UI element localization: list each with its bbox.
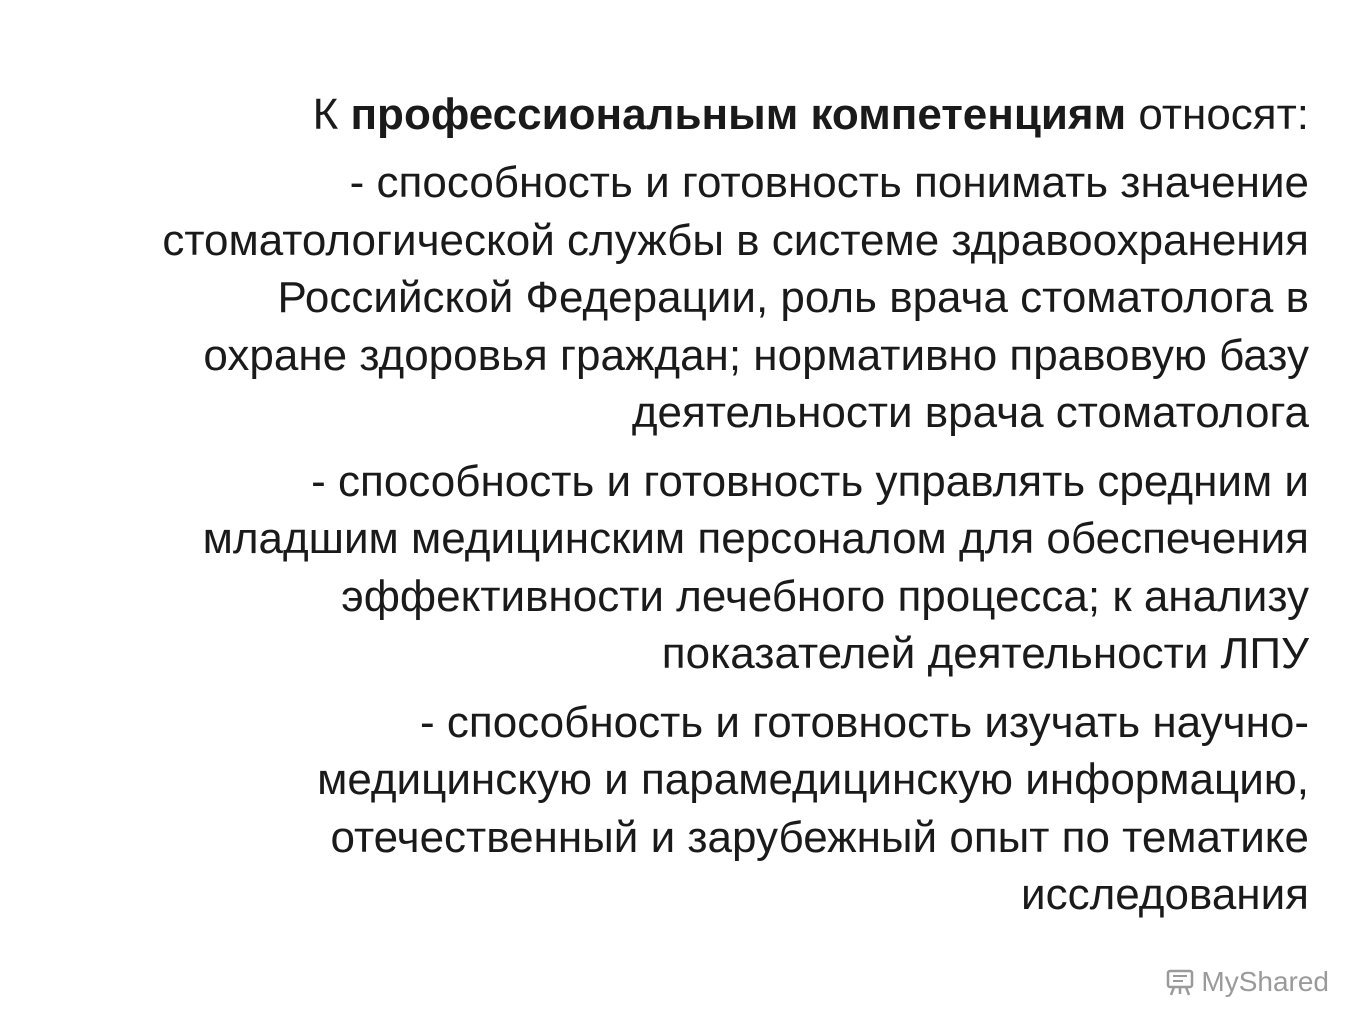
paragraph-line: - способность и готовность понимать значение: [349, 158, 1309, 207]
competence-paragraph-1: [49, 154, 1309, 442]
paragraph-line: деятельности врача стоматолога: [631, 388, 1309, 437]
competence-paragraph-2: [49, 453, 1309, 683]
paragraph-line: - способность и готовность управлять средним и: [311, 456, 1309, 506]
paragraph-line: охране здоровья граждан; нормативно правовую базу: [203, 330, 1309, 380]
watermark-text: MyShared: [1201, 966, 1329, 997]
paragraph-line: стоматологической службы в системе здравоохранения: [162, 215, 1309, 265]
competence-paragraph-3: [49, 694, 1309, 924]
intro-suffix: относят:: [1126, 90, 1309, 139]
paragraph-line: младшим медицинским персоналом для обеспечения: [202, 514, 1309, 563]
paragraph-line: исследования: [1021, 870, 1309, 919]
intro-line: [49, 86, 1309, 143]
watermark: [1165, 966, 1329, 998]
paragraph-line: показателей деятельности ЛПУ: [661, 629, 1309, 678]
slide-content: [49, 86, 1309, 935]
paragraph-line: Российской Федерации, роль врача стоматолога в: [277, 273, 1309, 322]
paragraph-line: эффективности лечебного процесса; к анализу: [341, 571, 1309, 621]
intro-prefix: К: [312, 90, 351, 139]
presentation-board-icon: [1165, 967, 1195, 997]
paragraph-line: - способность и готовность изучать научно-: [420, 697, 1309, 747]
paragraph-line: медицинскую и парамедицинскую информацию,: [317, 755, 1309, 804]
intro-bold-term: профессиональным компетенциям: [350, 90, 1127, 139]
paragraph-line: отечественный и зарубежный опыт по тематике: [330, 812, 1309, 862]
